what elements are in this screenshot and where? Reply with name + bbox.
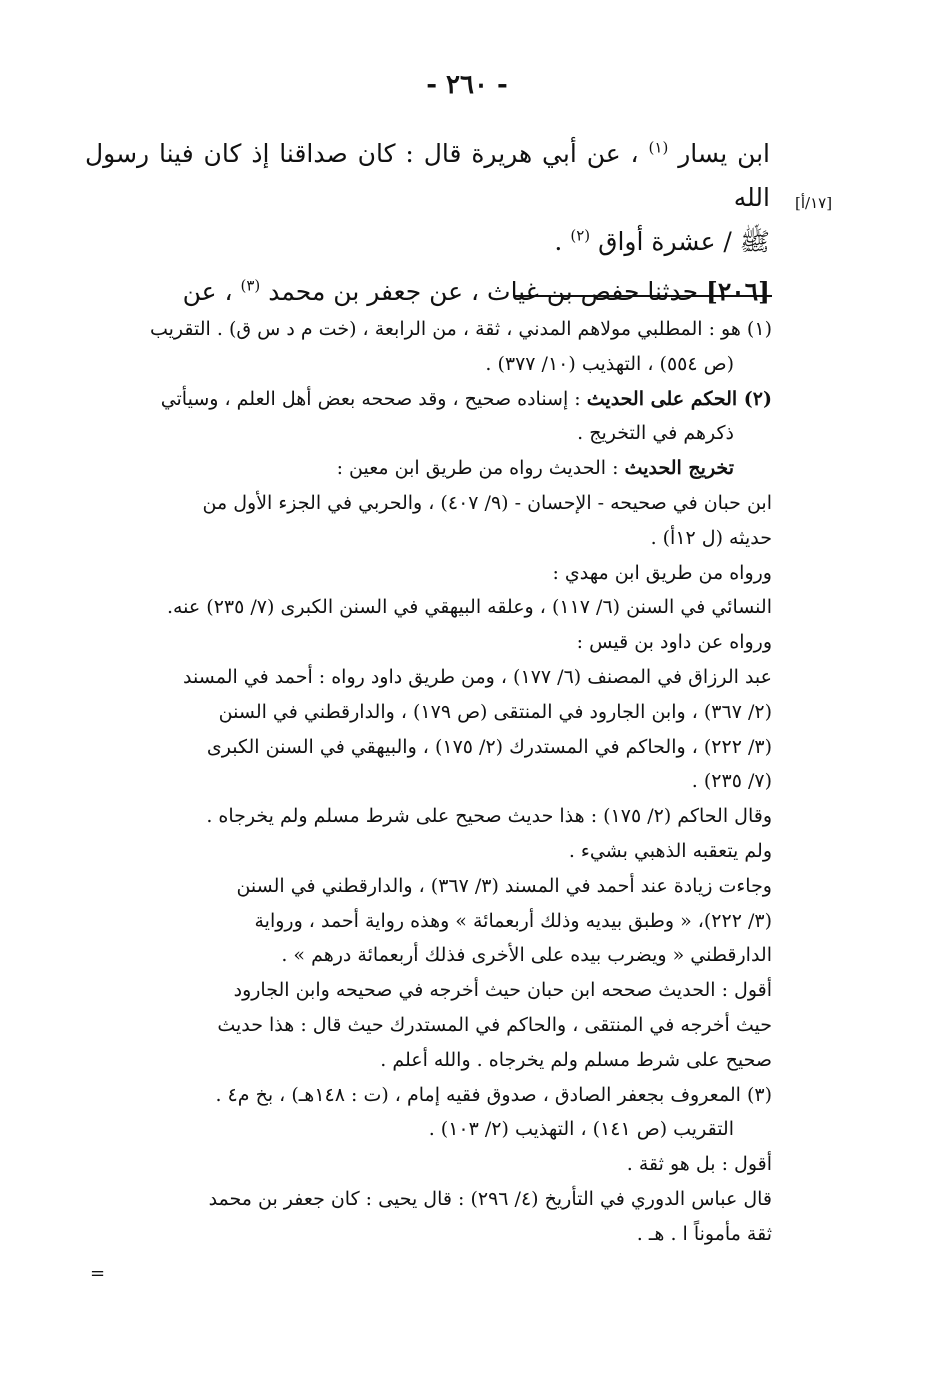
footnote-3-cont: التقريب (ص ١٤١) ، التهذيب (٢/ ١٠٣) .	[428, 1118, 734, 1141]
footnote-2	[100, 382, 772, 417]
footnote-1-cont: (ص ٥٥٤) ، التهذيب (١٠/ ٣٧٧) .	[485, 352, 734, 375]
footnote-line: حديثه (ل ١٢أ) .	[650, 526, 772, 549]
footnote-line: وقال الحاكم (٢/ ١٧٥) : هذا حديث صحيح على شرط مسلم ولم يخرجاه .	[206, 805, 772, 828]
footnote-line: ثقة مأموناً ا . هـ .	[636, 1222, 772, 1245]
footnote-line: (٢/ ٣٦٧) ، وابن الجارود في المنتقى (ص ١٧٩) ، والدارقطني في السنن	[218, 700, 772, 723]
text-segment: ، عن أبي هريرة قال : كان صداقنا إذ كان فينا رسول الله	[85, 139, 770, 212]
footnote-line: أقول : الحديث صححه ابن حبان حيث أخرجه في صحيحه وابن الجارود	[233, 979, 772, 1002]
footnote-line: (٧/ ٢٣٥) .	[691, 770, 772, 793]
footnote-line: صحيح على شرط مسلم ولم يخرجاه . والله أعلم .	[380, 1048, 772, 1071]
text-segment: ابن يسار	[678, 139, 771, 168]
footnote-line: ولم يتعقبه الذهبي بشيء .	[568, 839, 772, 862]
takhrij-heading	[100, 451, 772, 486]
takhrij-text: : الحديث رواه من طريق ابن معين :	[336, 457, 619, 480]
footnote-ref-1: (١)	[648, 138, 669, 157]
footnote-2-text: : إسناده صحيح ، وقد صححه بعض أهل العلم ، وسيأتي	[160, 387, 581, 410]
takhrij-label: تخريج الحديث	[624, 457, 734, 480]
footnote-ref-3: (٣)	[240, 276, 261, 295]
footnote-1: (١) هو : المطلبي مولاهم المدني ، ثقة ، من الرابعة ، (خت م د س ق) . التقريب	[149, 318, 772, 340]
footnote-line: عبد الرزاق في المصنف (٦/ ١٧٧) ، ومن طريق داود رواه : أحمد في المسند	[183, 665, 772, 688]
footnote-line: (٣/ ٢٢٢)، « وطبق بيديه وذلك أربعمائة » وهذه رواية أحمد ، ورواية	[254, 909, 772, 932]
margin-reference: [١٧/أ]	[795, 194, 833, 212]
footnote-line: ابن حبان في صحيحه - الإحسان - (٩/ ٤٠٧) ، والحربي في الجزء الأول من	[202, 491, 772, 514]
hadith-number: [٢٠٦]	[706, 277, 770, 306]
text-segment: ﷺ / عشرة أواق	[598, 227, 770, 256]
text-segment: ، عن	[182, 277, 233, 306]
footnote-line: الدارقطني « ويضرب بيده على الأخرى فذلك أربعمائة درهم » .	[281, 944, 772, 967]
footnote-line: ورواه من طريق ابن مهدي :	[552, 561, 772, 584]
page-number: - ٢٦٠ -	[426, 70, 508, 100]
footnote-separator	[515, 295, 772, 297]
footnote-2-label: (٢) الحكم على الحديث	[586, 387, 772, 410]
footnote-line: (٣/ ٢٢٢) ، والحاكم في المستدرك (٢/ ١٧٥) ، والبيهقي في السنن الكبرى	[206, 735, 772, 758]
footnote-2-cont: ذكرهم في التخريج .	[577, 422, 734, 445]
continuation-mark: =	[90, 1263, 106, 1284]
footnote-3: (٣) المعروف بجعفر الصادق ، صدوق فقيه إمام ، (ت : ١٤٨هـ) ، بخ م٤ .	[215, 1083, 772, 1106]
text-segment: حدثنا حفص بن غياث ، عن جعفر بن محمد	[268, 277, 699, 306]
footnotes	[100, 312, 772, 1252]
footnote-line: حيث أخرجه في المنتقى ، والحاكم في المستدرك حيث قال : هذا حديث	[217, 1013, 772, 1036]
text-segment: .	[554, 227, 563, 256]
footnote-line: النسائي في السنن (٦/ ١١٧) ، وعلقه البيهقي في السنن الكبرى (٧/ ٢٣٥) عنه.	[166, 596, 772, 619]
footnote-ref-2: (٢)	[570, 226, 591, 245]
main-text	[85, 132, 770, 314]
footnote-line: وجاءت زيادة عند أحمد في المسند (٣/ ٣٦٧) ، والدارقطني في السنن	[236, 874, 772, 897]
footnote-line: أقول : بل هو ثقة .	[626, 1153, 772, 1176]
footnote-line: ورواه عن داود بن قيس :	[576, 631, 772, 654]
main-line-2	[85, 220, 770, 264]
hadith-line	[85, 270, 770, 314]
main-line-1	[85, 132, 770, 220]
footnote-line: قال عباس الدوري في التأريخ (٤/ ٢٩٦) : قال يحيى : كان جعفر بن محمد	[208, 1187, 772, 1210]
